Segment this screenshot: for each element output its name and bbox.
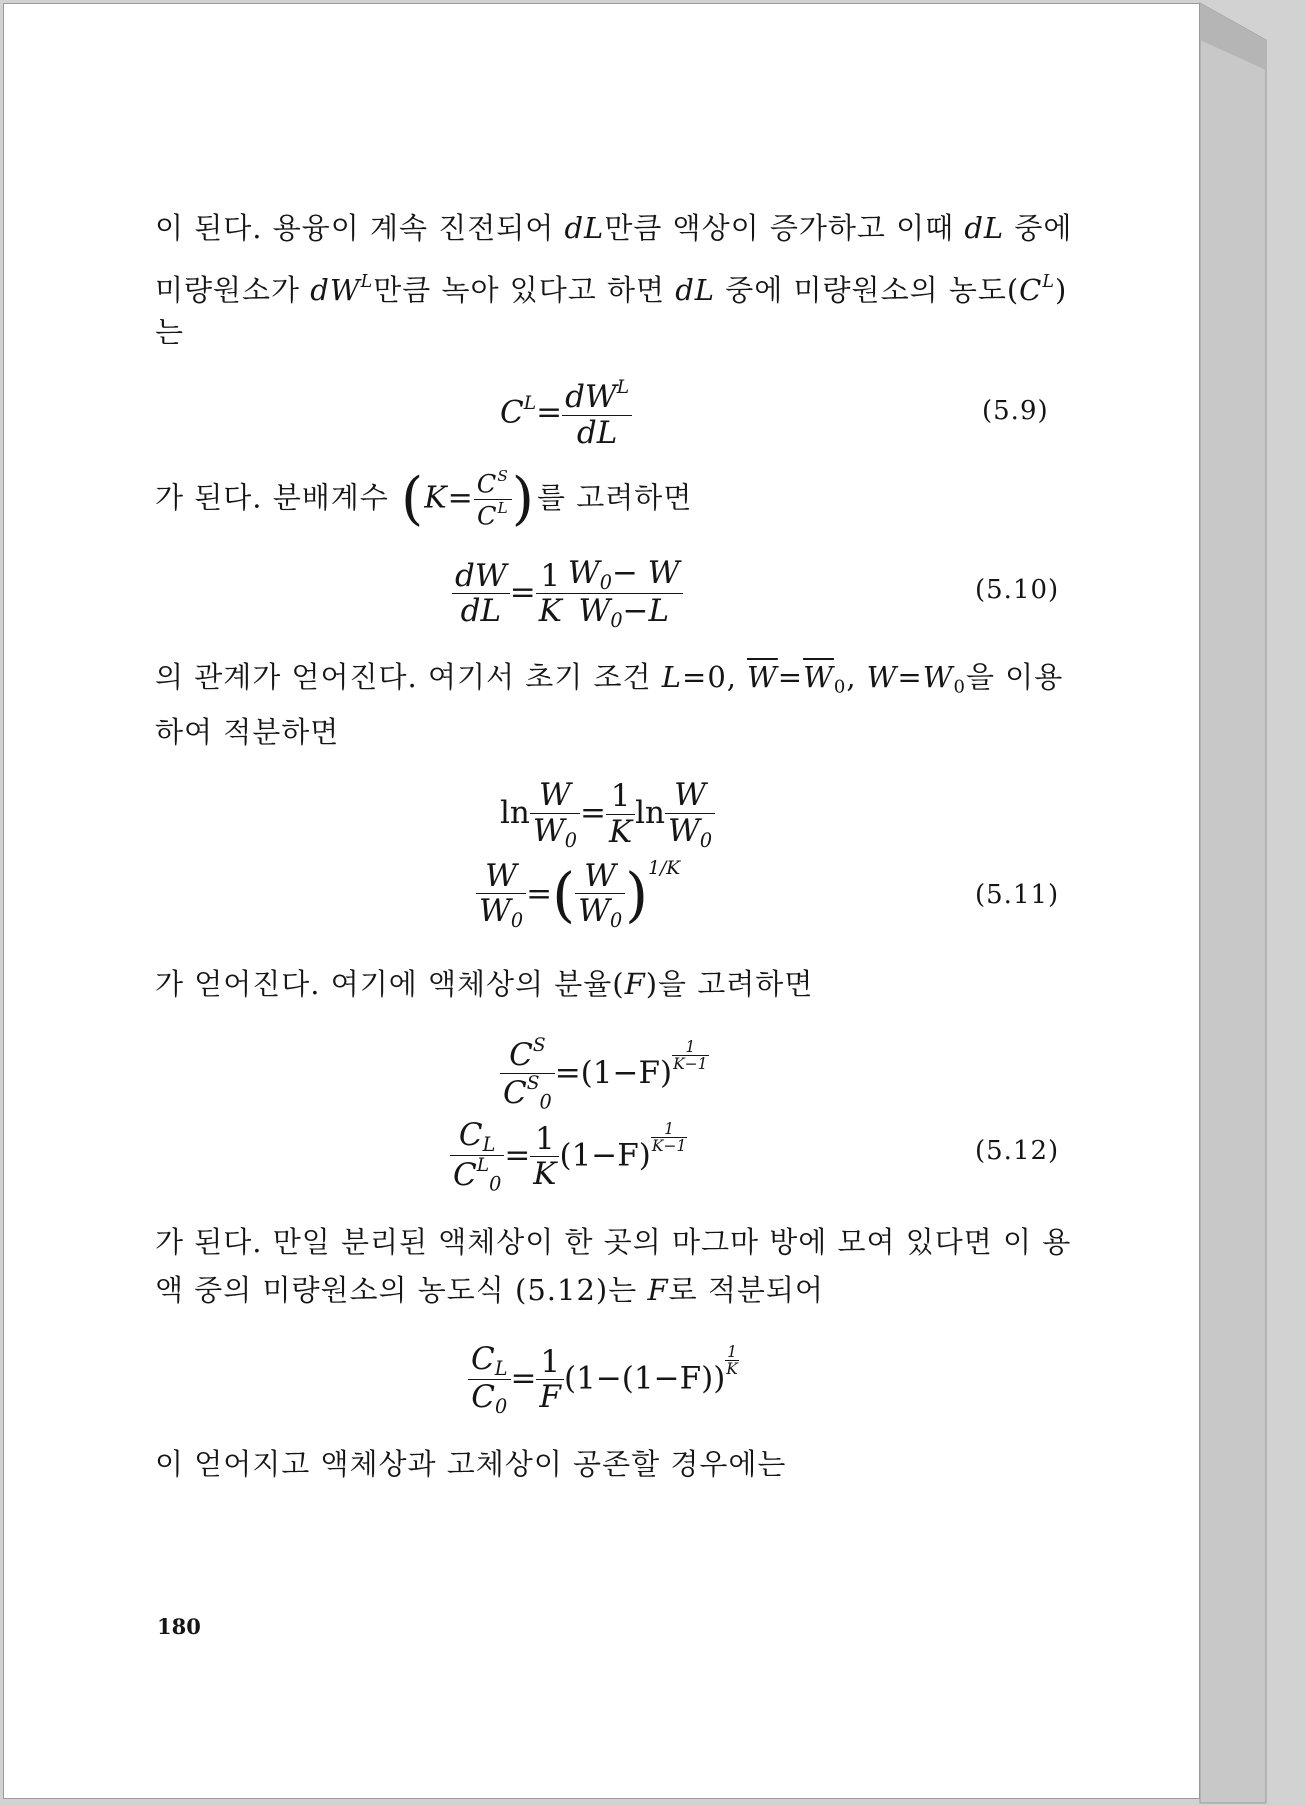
equation-integrated-concentration: $\frac{C_L}{C_0}$ = $\frac{1}{F}$ (1−(1−F)) $\frac{1}{K}$	[468, 1342, 739, 1418]
text-line: 의 관계가 얻어진다. 여기서 초기 조건 L=0, $\overline{W}=\overline{W}_0$, $W=W_0$을 이용	[155, 660, 1064, 698]
equation-5-12: $\frac{C_L}{C^L_0}$ = $\frac{1}{K}$ (1−F) $\frac{1}{K-1}$	[450, 1118, 687, 1196]
equation-5-12-solid: $\frac{C^S}{C^S_0}$ =(1−F) $\frac{1}{K-1}$	[500, 1036, 709, 1113]
equation-number: (5.10)	[975, 575, 1060, 605]
equation-number: (5.11)	[975, 880, 1060, 910]
partition-coefficient-definition: (K= $\frac{C^S}{C^L}$ )	[400, 466, 536, 533]
equation-5-9: $C^L=$ $\frac{dW^L}{dL}$	[500, 378, 632, 450]
equation-5-11: $\frac{W}{W_0}$ =( $\frac{W}{W_0}$ )$^{1/K}$	[476, 858, 680, 932]
text-line: 하여 적분하면	[155, 715, 340, 749]
text-line: 는	[155, 315, 185, 349]
text-line: 미량원소가 $dW^L$만큼 녹아 있다고 하면 dL 중에 미량원소의 농도$(C^L)$	[155, 272, 1068, 308]
page-number: 180	[157, 1614, 201, 1639]
equation-number: (5.12)	[975, 1136, 1060, 1166]
text-line: 이 얻어지고 액체상과 고체상이 공존할 경우에는	[155, 1447, 787, 1481]
text-line: 가 된다. 분배계수 (K= $\frac{C^S}{C^L}$ )를 고려하면	[155, 466, 693, 533]
text-line: 이 된다. 용융이 계속 진전되어 dL만큼 액상이 증가하고 이때 dL 중에	[155, 211, 1073, 245]
text-line: 가 얻어진다. 여기에 액체상의 분율(F)을 고려하면	[155, 967, 814, 1001]
text-line: 가 된다. 만일 분리된 액체상이 한 곳의 마그마 방에 모여 있다면 이 용	[155, 1225, 1072, 1259]
equation-5-11-log-form: ln $\frac{W}{W_0}$ = $\frac{1}{K}$ ln $\frac{W}{W_0}$	[500, 778, 715, 851]
equation-number: (5.9)	[982, 396, 1049, 426]
text-line: 액 중의 미량원소의 농도식 (5.12)는 F로 적분되어	[155, 1273, 824, 1307]
equation-5-10: $\frac{dW}{dL}$ = $\frac{1}{K}$ $\frac{W_0- W}{W_0-L}$	[452, 556, 683, 632]
